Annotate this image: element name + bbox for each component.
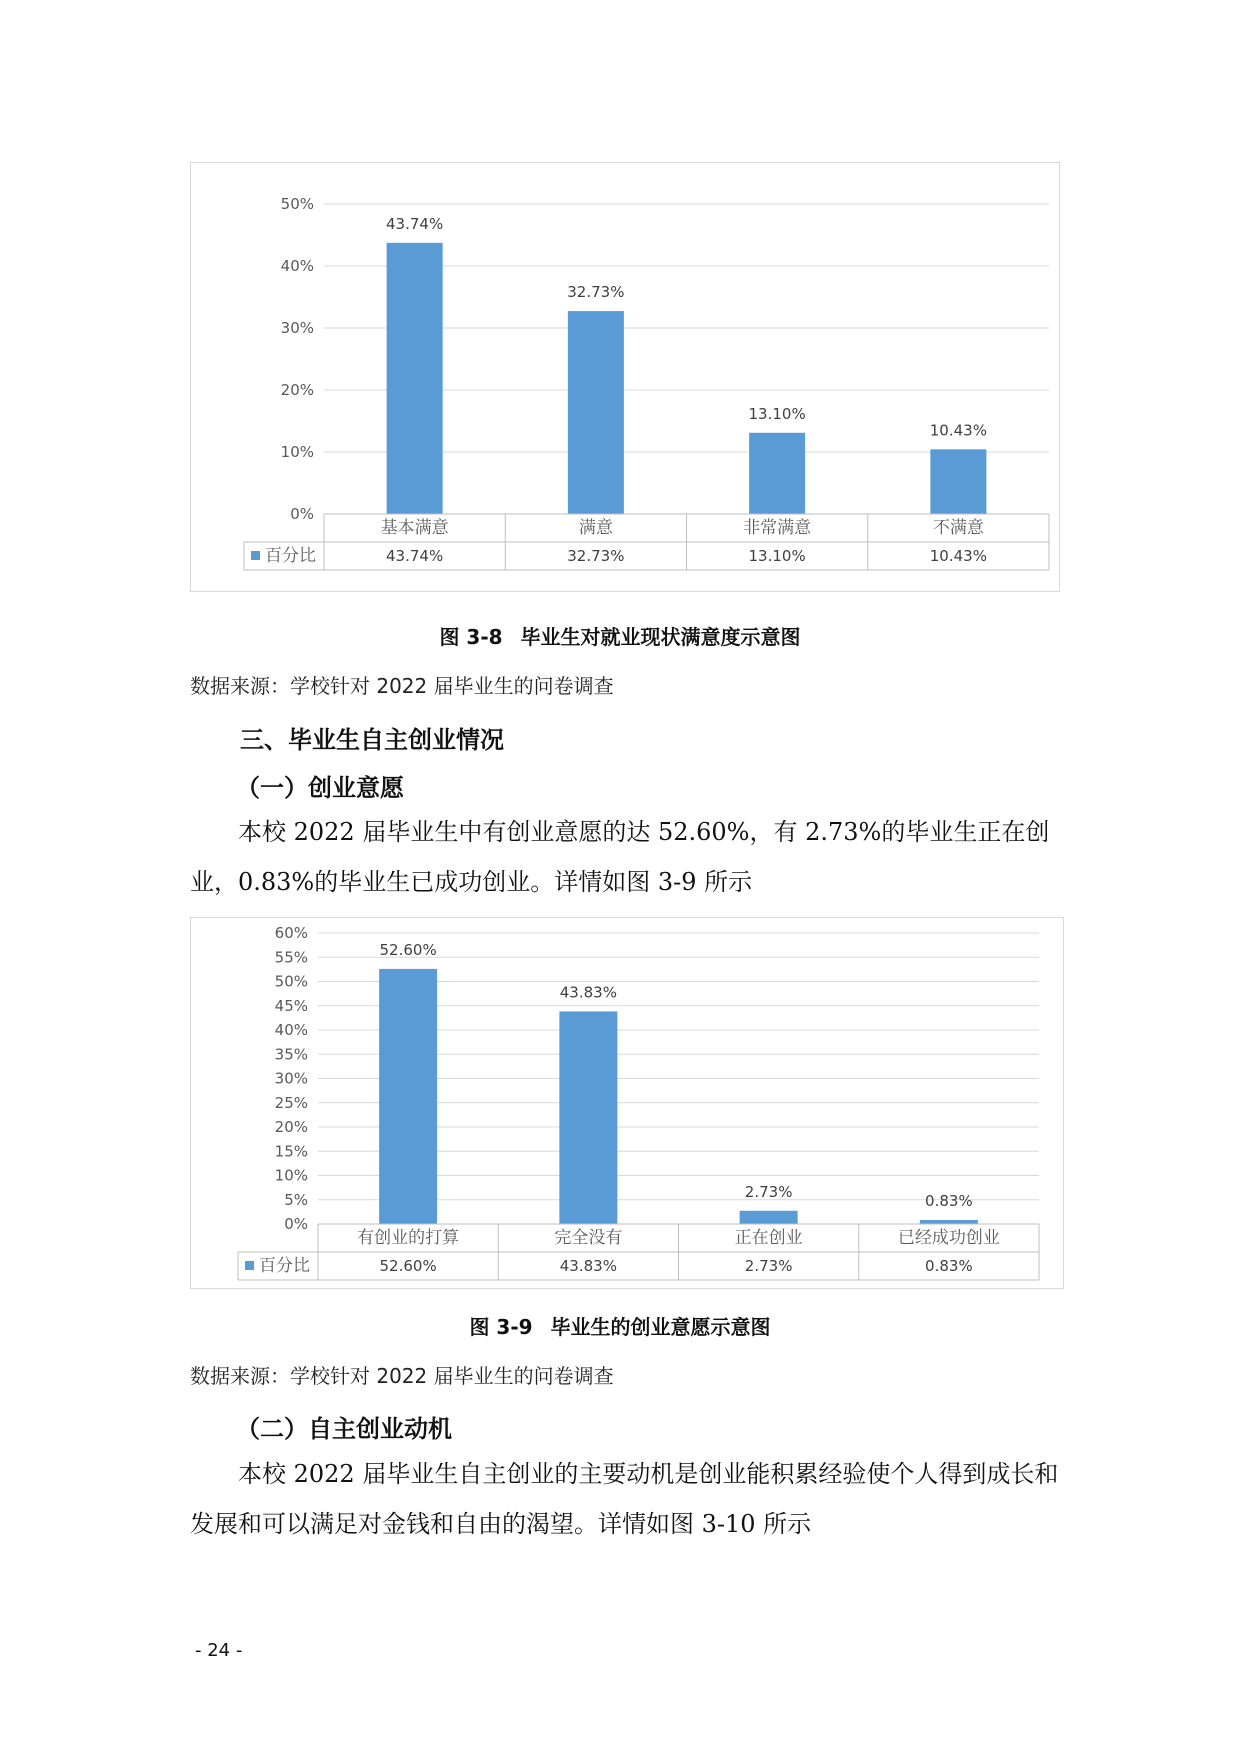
- table-value: 32.73%: [567, 547, 625, 565]
- chart-2-svg: [191, 918, 1063, 1288]
- y-tick-label: 15%: [274, 1142, 308, 1161]
- figure-3-9-caption: [0, 1311, 1240, 1340]
- figure-title: 毕业生对就业现状满意度示意图: [520, 625, 801, 649]
- data-label: 2.73%: [744, 1182, 793, 1201]
- table-value: 0.83%: [925, 1257, 973, 1275]
- subsection-heading-2: （二）自主创业动机: [236, 1415, 452, 1443]
- y-tick-label: 55%: [274, 948, 308, 967]
- y-tick-label: 10%: [280, 443, 314, 461]
- figure-number: 图 3-9: [469, 1315, 533, 1339]
- category-label: 完全没有: [554, 1228, 623, 1248]
- table-value: 52.60%: [379, 1257, 437, 1275]
- y-tick-label: 50%: [280, 195, 314, 213]
- y-tick-label: 25%: [274, 1093, 308, 1112]
- y-tick-label: 60%: [274, 924, 308, 942]
- data-label: 0.83%: [925, 1191, 973, 1210]
- y-tick-label: 0%: [284, 1215, 308, 1233]
- figure-number: 图 3-8: [439, 625, 503, 649]
- bar: [749, 433, 805, 514]
- bar: [559, 1011, 617, 1224]
- data-label: 32.73%: [567, 283, 625, 302]
- chart-employment-satisfaction: [190, 162, 1060, 592]
- category-label: 非常满意: [743, 518, 812, 538]
- paragraph-1: 本校 2022 届毕业生中有创业意愿的达 52.60%，有 2.73%的毕业生正在创业，0.83%的毕业生已成功创业。详情如图 3-9 所示: [190, 818, 1050, 896]
- data-source-2: 数据来源：学校针对 2022 届毕业生的问卷调查: [190, 1364, 614, 1388]
- y-tick-label: 5%: [284, 1190, 308, 1209]
- subsection-heading-1: （一）创业意愿: [236, 774, 404, 802]
- y-tick-label: 10%: [274, 1166, 308, 1185]
- legend-swatch: [251, 551, 260, 560]
- bar: [740, 1211, 798, 1224]
- chart-entrepreneurship-intention: [190, 917, 1064, 1289]
- data-label: 52.60%: [379, 940, 437, 959]
- table-value: 43.74%: [386, 547, 444, 565]
- category-label: 满意: [578, 518, 613, 538]
- bar: [387, 243, 443, 514]
- category-label: 不满意: [932, 518, 984, 538]
- table-value: 10.43%: [929, 547, 987, 565]
- data-label: 13.10%: [748, 404, 806, 423]
- y-tick-label: 45%: [274, 996, 308, 1015]
- legend-label: 百分比: [265, 546, 316, 566]
- legend-label: 百分比: [259, 1256, 310, 1276]
- y-tick-label: 20%: [280, 381, 314, 399]
- paragraph-2: 本校 2022 届毕业生自主创业的主要动机是创业能积累经验使个人得到成长和发展和可以满足对金钱和自由的渴望。详情如图 3-10 所示: [190, 1460, 1059, 1538]
- table-value: 43.83%: [559, 1257, 617, 1275]
- table-value: 13.10%: [748, 547, 806, 565]
- y-tick-label: 30%: [280, 319, 314, 337]
- page-number: - 24 -: [195, 1640, 243, 1661]
- section-heading: 三、毕业生自主创业情况: [240, 726, 504, 754]
- category-label: 正在创业: [734, 1228, 803, 1248]
- bar: [930, 449, 986, 514]
- data-source-1: 数据来源：学校针对 2022 届毕业生的问卷调查: [190, 674, 614, 698]
- y-tick-label: 35%: [274, 1045, 308, 1064]
- figure-3-8-caption: [0, 621, 1240, 650]
- table-value: 2.73%: [744, 1257, 793, 1275]
- y-tick-label: 20%: [274, 1118, 308, 1136]
- chart-1-svg: [191, 163, 1059, 591]
- y-tick-label: 0%: [290, 505, 314, 523]
- figure-title: 毕业生的创业意愿示意图: [550, 1315, 771, 1339]
- data-label: 10.43%: [929, 421, 987, 440]
- category-label: 基本满意: [380, 518, 449, 538]
- data-label: 43.83%: [559, 983, 617, 1002]
- category-label: 已经成功创业: [897, 1228, 1000, 1248]
- category-label: 有创业的打算: [357, 1228, 460, 1248]
- y-tick-label: 30%: [274, 1069, 308, 1088]
- bar: [568, 311, 624, 514]
- y-tick-label: 40%: [280, 257, 314, 275]
- legend-swatch: [245, 1261, 254, 1270]
- bar: [920, 1220, 978, 1224]
- data-label: 43.74%: [386, 214, 444, 233]
- y-tick-label: 50%: [274, 972, 308, 991]
- bar: [379, 969, 437, 1224]
- y-tick-label: 40%: [274, 1021, 308, 1039]
